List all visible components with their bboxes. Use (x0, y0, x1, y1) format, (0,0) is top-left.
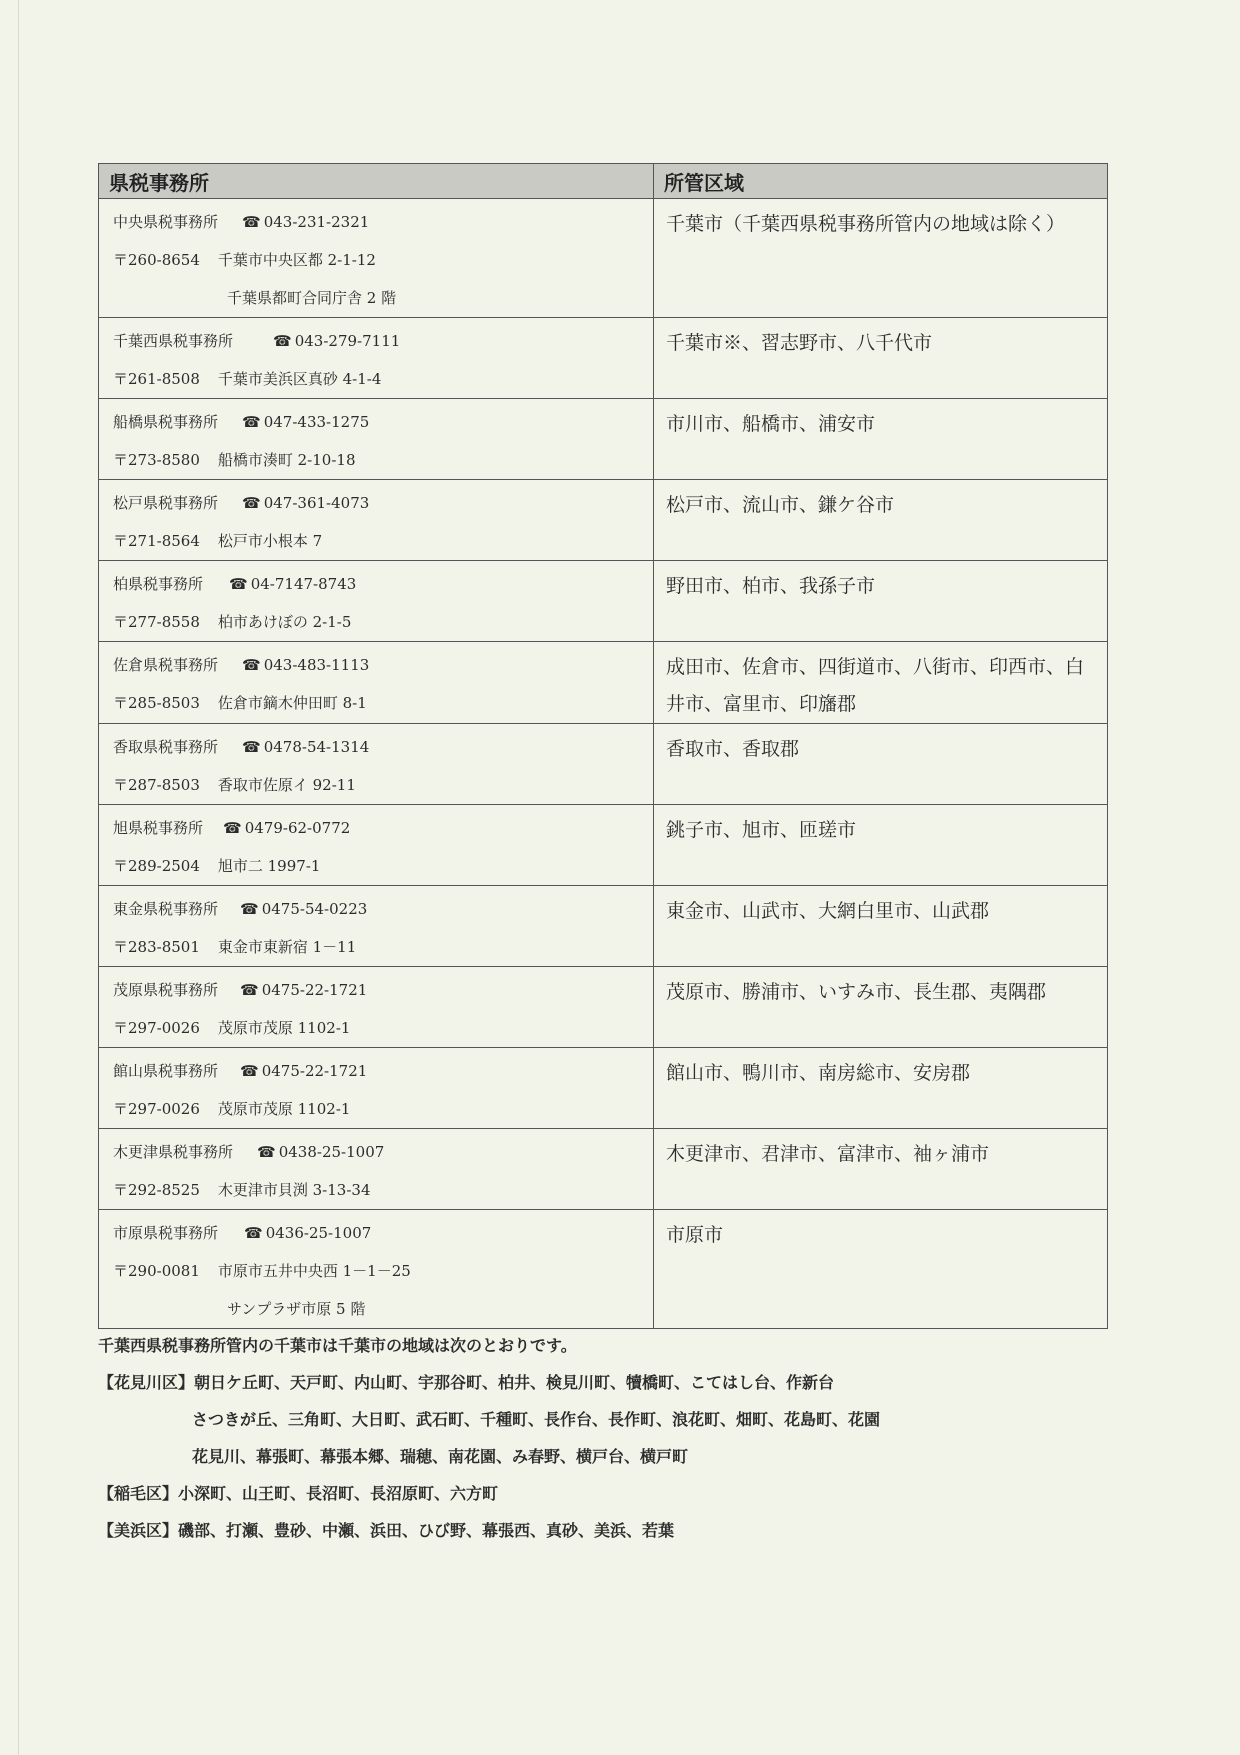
postal-code: 〒289-2504 (113, 857, 200, 875)
office-cell (99, 805, 654, 886)
office-address: 市原市五井中央西 1－1－25 (217, 1262, 411, 1280)
postal-code: 〒297-0026 (113, 1100, 200, 1118)
table-row (99, 967, 1108, 1048)
office-name: 旭県税事務所 (113, 819, 204, 837)
office-name: 東金県税事務所 (113, 900, 219, 918)
table-row (99, 399, 1108, 480)
office-address: 佐倉市鏑木仲田町 8-1 (217, 694, 367, 712)
table-row (99, 1129, 1108, 1210)
note-intro: 千葉西県税事務所管内の千葉市は千葉市の地域は次のとおりです。 (98, 1336, 577, 1355)
office-address: 千葉市中央区都 2-1-12 (217, 251, 376, 269)
postal-code: 〒260-8654 (113, 251, 200, 269)
jurisdiction-cell: 館山市、鴨川市、南房総市、安房郡 (654, 1048, 1108, 1129)
table-row (99, 805, 1108, 886)
postal-code: 〒297-0026 (113, 1019, 200, 1037)
jurisdiction-cell: 木更津市、君津市、富津市、袖ヶ浦市 (654, 1129, 1108, 1210)
office-name: 館山県税事務所 (113, 1062, 219, 1080)
office-cell (99, 886, 654, 967)
office-tel: 0436-25-1007 (265, 1224, 372, 1242)
telephone-icon: ☎ (257, 1143, 276, 1161)
table-row (99, 642, 1108, 724)
telephone-icon: ☎ (242, 656, 261, 674)
postal-code: 〒292-8525 (113, 1181, 200, 1199)
office-name-line (113, 484, 653, 522)
telephone-icon: ☎ (242, 413, 261, 431)
table-row (99, 724, 1108, 805)
telephone-icon: ☎ (244, 1224, 263, 1242)
office-cell (99, 1210, 654, 1329)
office-name-line (113, 565, 653, 603)
office-tel: 04-7147-8743 (250, 575, 357, 593)
postal-code: 〒273-8580 (113, 451, 200, 469)
note-line: 花見川、幕張町、幕張本郷、瑞穂、南花園、み春野、横戸台、横戸町 (192, 1447, 689, 1466)
postal-code: 〒285-8503 (113, 694, 200, 712)
office-address-line (113, 928, 653, 966)
jurisdiction-cell: 松戸市、流山市、鎌ケ谷市 (654, 480, 1108, 561)
jurisdiction-cell: 市原市 (654, 1210, 1108, 1329)
office-address-line (113, 360, 653, 398)
office-address-line (113, 684, 653, 722)
office-name: 市原県税事務所 (113, 1224, 219, 1242)
office-cell (99, 199, 654, 318)
jurisdiction-cell: 香取市、香取郡 (654, 724, 1108, 805)
postal-code: 〒290-0081 (113, 1262, 200, 1280)
ward-note (98, 1327, 880, 1549)
page-edge (18, 0, 19, 1755)
office-address: 旭市二 1997-1 (217, 857, 321, 875)
table-row (99, 480, 1108, 561)
jurisdiction-cell: 千葉市※、習志野市、八千代市 (654, 318, 1108, 399)
telephone-icon: ☎ (242, 213, 261, 231)
office-address-line (113, 441, 653, 479)
jurisdiction-cell: 千葉市（千葉西県税事務所管内の地域は除く） (654, 199, 1108, 318)
table-header-row (99, 164, 1108, 199)
telephone-icon: ☎ (240, 1062, 259, 1080)
office-tel: 0478-54-1314 (263, 738, 370, 756)
office-name: 中央県税事務所 (113, 213, 219, 231)
office-name-line (113, 322, 653, 360)
office-name: 松戸県税事務所 (113, 494, 219, 512)
office-address-line (113, 603, 653, 641)
jurisdiction-cell: 茂原市、勝浦市、いすみ市、長生郡、夷隅郡 (654, 967, 1108, 1048)
office-cell (99, 399, 654, 480)
office-address: 柏市あけぼの 2-1-5 (217, 613, 352, 631)
table-row (99, 199, 1108, 318)
postal-code: 〒261-8508 (113, 370, 200, 388)
office-name: 佐倉県税事務所 (113, 656, 219, 674)
office-address: 船橋市湊町 2-10-18 (217, 451, 356, 469)
telephone-icon: ☎ (229, 575, 248, 593)
office-cell (99, 480, 654, 561)
office-cell (99, 1129, 654, 1210)
office-cell (99, 642, 654, 724)
table-row (99, 886, 1108, 967)
table-row (99, 1048, 1108, 1129)
telephone-icon: ☎ (242, 738, 261, 756)
office-address-line2: サンプラザ市原 5 階 (227, 1300, 366, 1318)
postal-code: 〒277-8558 (113, 613, 200, 631)
office-name-line (113, 809, 653, 847)
table-row (99, 318, 1108, 399)
jurisdiction-cell: 市川市、船橋市、浦安市 (654, 399, 1108, 480)
header-area: 所管区域 (654, 164, 1108, 199)
tax-office-table (98, 163, 1108, 1329)
office-address: 松戸市小根本 7 (217, 532, 323, 550)
office-address: 東金市東新宿 1－11 (217, 938, 357, 956)
office-name: 茂原県税事務所 (113, 981, 219, 999)
office-tel: 043-483-1113 (263, 656, 370, 674)
office-address: 茂原市茂原 1102-1 (217, 1100, 351, 1118)
postal-code: 〒271-8564 (113, 532, 200, 550)
office-name-line (113, 1214, 653, 1252)
office-name-line (113, 890, 653, 928)
office-cell (99, 1048, 654, 1129)
header-office: 県税事務所 (99, 164, 654, 199)
office-cell (99, 724, 654, 805)
office-address-line (113, 522, 653, 560)
office-tel: 0479-62-0772 (244, 819, 351, 837)
jurisdiction-cell: 野田市、柏市、我孫子市 (654, 561, 1108, 642)
table-row (99, 561, 1108, 642)
jurisdiction-cell: 銚子市、旭市、匝瑳市 (654, 805, 1108, 886)
office-address-line (113, 766, 653, 804)
office-name-line (113, 1052, 653, 1090)
office-tel: 0475-22-1721 (261, 981, 368, 999)
table-row (99, 1210, 1108, 1329)
office-name: 香取県税事務所 (113, 738, 219, 756)
office-tel: 043-279-7111 (294, 332, 401, 350)
office-cell (99, 318, 654, 399)
office-name-line (113, 203, 653, 241)
telephone-icon: ☎ (223, 819, 242, 837)
telephone-icon: ☎ (242, 494, 261, 512)
office-address-line2: 千葉県都町合同庁舎 2 階 (227, 289, 397, 307)
office-cell (99, 561, 654, 642)
office-address-line (113, 1009, 653, 1047)
office-name: 千葉西県税事務所 (113, 332, 234, 350)
office-name-line (113, 728, 653, 766)
office-address: 香取市佐原イ 92-11 (217, 776, 356, 794)
office-address-line (113, 241, 653, 279)
office-name-line (113, 646, 653, 684)
office-name-line (113, 1133, 653, 1171)
office-tel: 0475-22-1721 (261, 1062, 368, 1080)
telephone-icon: ☎ (273, 332, 292, 350)
telephone-icon: ☎ (240, 900, 259, 918)
note-line: 【稲毛区】小深町、山王町、長沼町、長沼原町、六方町 (98, 1484, 499, 1503)
office-cell (99, 967, 654, 1048)
telephone-icon: ☎ (240, 981, 259, 999)
note-line: 【花見川区】朝日ケ丘町、天戸町、内山町、宇那谷町、柏井、検見川町、犢橋町、こてはし台、作新台 (98, 1373, 835, 1392)
office-tel: 0475-54-0223 (261, 900, 368, 918)
note-line: 【美浜区】磯部、打瀬、豊砂、中瀬、浜田、ひび野、幕張西、真砂、美浜、若葉 (98, 1521, 675, 1540)
office-address-line (113, 1252, 653, 1290)
office-address: 茂原市茂原 1102-1 (217, 1019, 351, 1037)
office-name-line (113, 971, 653, 1009)
office-name: 柏県税事務所 (113, 575, 204, 593)
postal-code: 〒283-8501 (113, 938, 200, 956)
office-name: 船橋県税事務所 (113, 413, 219, 431)
office-tel: 043-231-2321 (263, 213, 370, 231)
office-name-line (113, 403, 653, 441)
office-address-line (113, 847, 653, 885)
postal-code: 〒287-8503 (113, 776, 200, 794)
jurisdiction-cell: 成田市、佐倉市、四街道市、八街市、印西市、白井市、富里市、印旛郡 (654, 642, 1108, 724)
note-line: さつきが丘、三角町、大日町、武石町、千種町、長作台、長作町、浪花町、畑町、花島町、花園 (192, 1410, 881, 1429)
office-address-line (113, 1171, 653, 1209)
office-address-line (113, 1090, 653, 1128)
office-tel: 047-433-1275 (263, 413, 370, 431)
office-address: 千葉市美浜区真砂 4-1-4 (217, 370, 382, 388)
office-tel: 047-361-4073 (263, 494, 370, 512)
jurisdiction-cell: 東金市、山武市、大網白里市、山武郡 (654, 886, 1108, 967)
office-tel: 0438-25-1007 (278, 1143, 385, 1161)
office-name: 木更津県税事務所 (113, 1143, 234, 1161)
office-address: 木更津市貝渕 3-13-34 (217, 1181, 371, 1199)
